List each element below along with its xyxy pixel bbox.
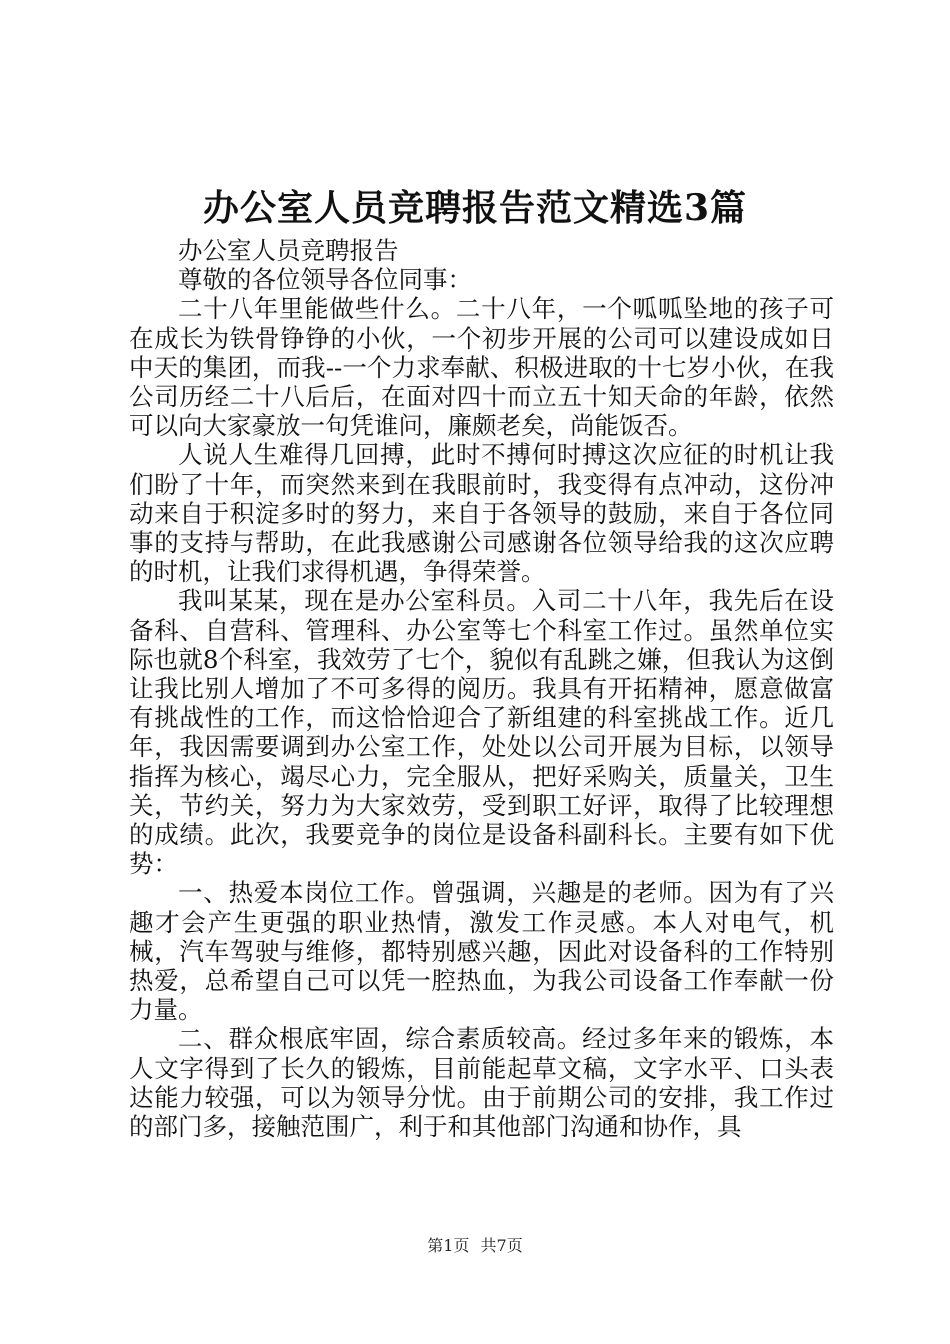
body-paragraph: 我叫某某，现在是办公室科员。入司二十八年，我先后在设备科、自营科、管理科、办公室等七个科室工作过。虽然单位实际也就8个科室，我效劳了七个，貌似有乱跳之嫌，但我认为这倒让我比别人增加了不可多得的阅历。我具有开拓精神，愿意做富有挑战性的工作，而这恰恰迎合了新组建的科室挑战工作。近几年，我因需要调到办公室工作，处处以公司开展为目标，以领导指挥为核心，竭尽心力，完全服从，把好采购关，质量关，卫生关，节约关，努力为大家效劳，受到职工好评，取得了比较理想的成绩。此次，我要竞争的岗位是设备科副科长。主要有如下优势： <box>129 586 834 879</box>
salutation: 尊敬的各位领导各位同事： <box>178 265 472 295</box>
body-paragraph: 人说人生难得几回搏，此时不搏何时搏这次应征的时机让我们盼了十年，而突然来到在我眼前时，我变得有点冲动，这份冲动来自于积淀多时的努力，来自于各领导的鼓励，来自于各位同事的支持与帮助，在此我感谢公司感谢各位领导给我的这次应聘的时机，让我们求得机遇，争得荣誉。 <box>129 440 834 587</box>
page-footer <box>0 1235 950 1257</box>
body-paragraph: 二、群众根底牢固，综合素质较高。经过多年来的锻炼，本人文字得到了长久的锻炼，目前能起草文稿，文字水平、口头表达能力较强，可以为领导分忧。由于前期公司的安排，我工作过的部门多，接触范围广，利于和其他部门沟通和协作，具 <box>129 1024 834 1142</box>
document-title: 办公室人员竞聘报告范文精选3篇 <box>202 187 748 229</box>
document-body <box>129 236 834 1141</box>
report-subtitle: 办公室人员竞聘报告 <box>178 236 399 265</box>
body-paragraph: 一、热爱本岗位工作。曾强调，兴趣是的老师。因为有了兴趣才会产生更强的职业热情，激发工作灵感。本人对电气，机械，汽车驾驶与维修，都特别感兴趣，因此对设备科的工作特别热爱，总希望自己可以凭一腔热血，为我公司设备工作奉献一份力量。 <box>129 878 834 1025</box>
body-paragraph: 二十八年里能做些什么。二十八年，一个呱呱坠地的孩子可在成长为铁骨铮铮的小伙，一个初步开展的公司可以建设成如日中天的集团，而我--一个力求奉献、积极进取的十七岁小伙，在我公司历经二十八后后，在面对四十而立五十知天命的年龄，依然可以向大家豪放一句凭谁问，廉颇老矣，尚能饭否。 <box>129 294 834 441</box>
total-page-count: 共7页 <box>480 1236 523 1255</box>
current-page-number: 第1页 <box>427 1236 470 1255</box>
